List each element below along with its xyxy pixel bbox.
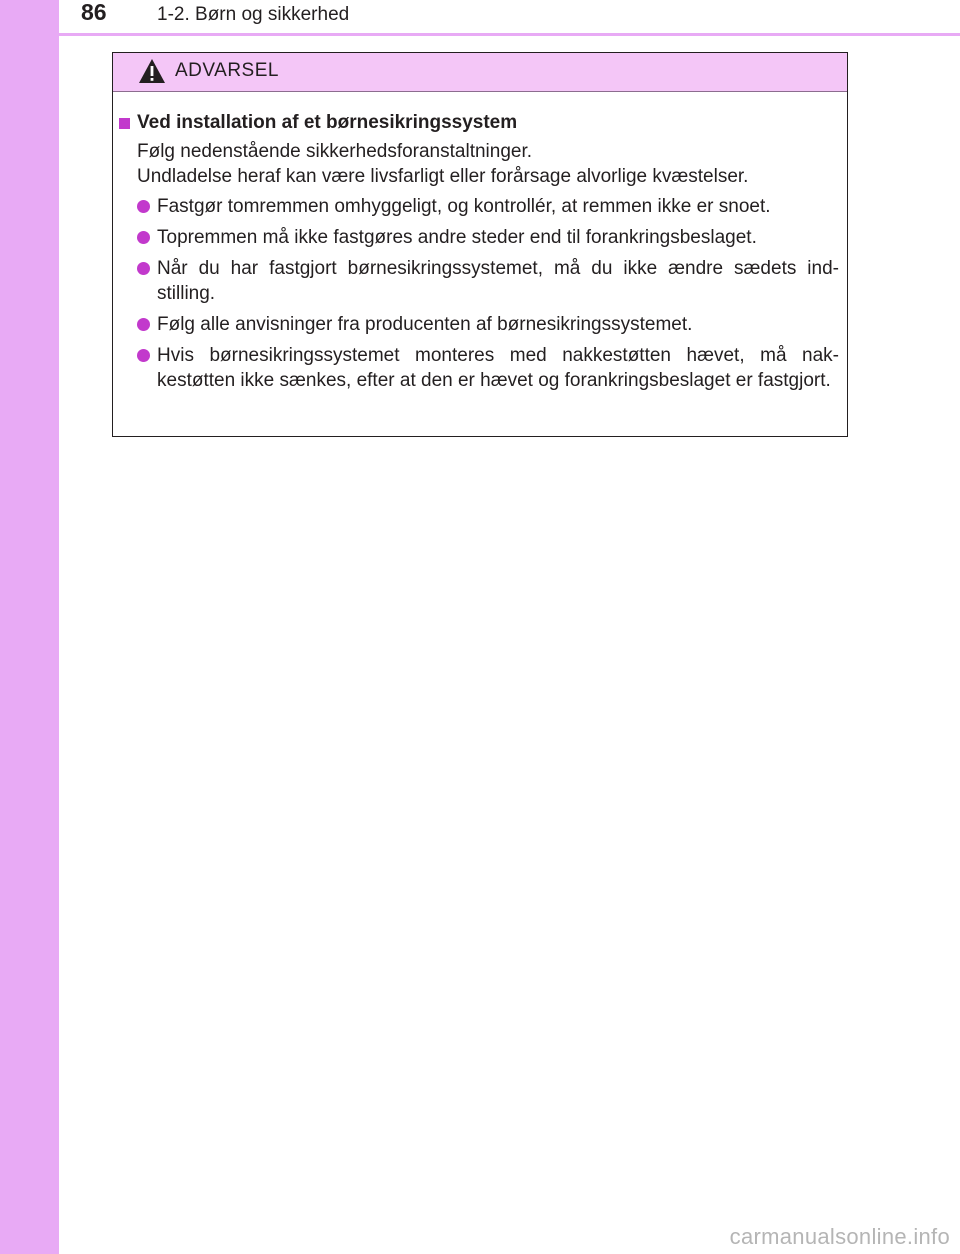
warning-heading-row (119, 112, 517, 134)
list-item (137, 343, 839, 393)
list-item-text: Topremmen må ikke fastgøres andre steder end til forankringsbeslaget. (157, 227, 757, 248)
header-rule (59, 33, 960, 36)
list-item (137, 194, 839, 219)
warning-heading: Ved installation af et børnesikringssystem (137, 112, 518, 133)
list-item-text: Fastgør tomremmen omhyggeligt, og kontrollér, at remmen ikke er snoet. (157, 196, 771, 217)
bullet-dot-icon (137, 262, 150, 275)
bullet-dot-icon (137, 349, 150, 362)
intro-line: Undladelse heraf kan være livsfarligt eller forårsage alvorlige kvæstelser. (137, 166, 749, 187)
intro-line: Følg nedenstående sikkerhedsforanstaltninger. (137, 141, 533, 162)
list-item (137, 225, 839, 250)
section-title: 1-2. Børn og sikkerhed (157, 4, 350, 25)
list-item (137, 256, 839, 306)
warning-title: ADVARSEL (175, 60, 279, 81)
warning-box (112, 52, 848, 437)
warning-bullet-list (137, 194, 839, 399)
list-item-text: Når du har fastgjort børnesikringssystemet, må du ikke ændre sædets ind-stilling. (157, 258, 839, 304)
warning-triangle-icon (138, 58, 166, 84)
watermark: carmanualsonline.info (729, 1224, 950, 1249)
page-number: 86 (81, 0, 107, 25)
warning-header (113, 53, 847, 92)
warning-intro (137, 139, 837, 189)
square-bullet-icon (119, 118, 130, 129)
list-item-text: Hvis børnesikringssystemet monteres med nakkestøtten hævet, må nak-kestøtten ikke sænkes, efter at den er hævet og forankringsbeslaget er fastgjort. (157, 345, 839, 391)
bullet-dot-icon (137, 318, 150, 331)
bullet-dot-icon (137, 231, 150, 244)
side-strip (0, 0, 59, 1254)
bullet-dot-icon (137, 200, 150, 213)
list-item (137, 312, 839, 337)
list-item-text: Følg alle anvisninger fra producenten af børnesikringssystemet. (157, 314, 693, 335)
